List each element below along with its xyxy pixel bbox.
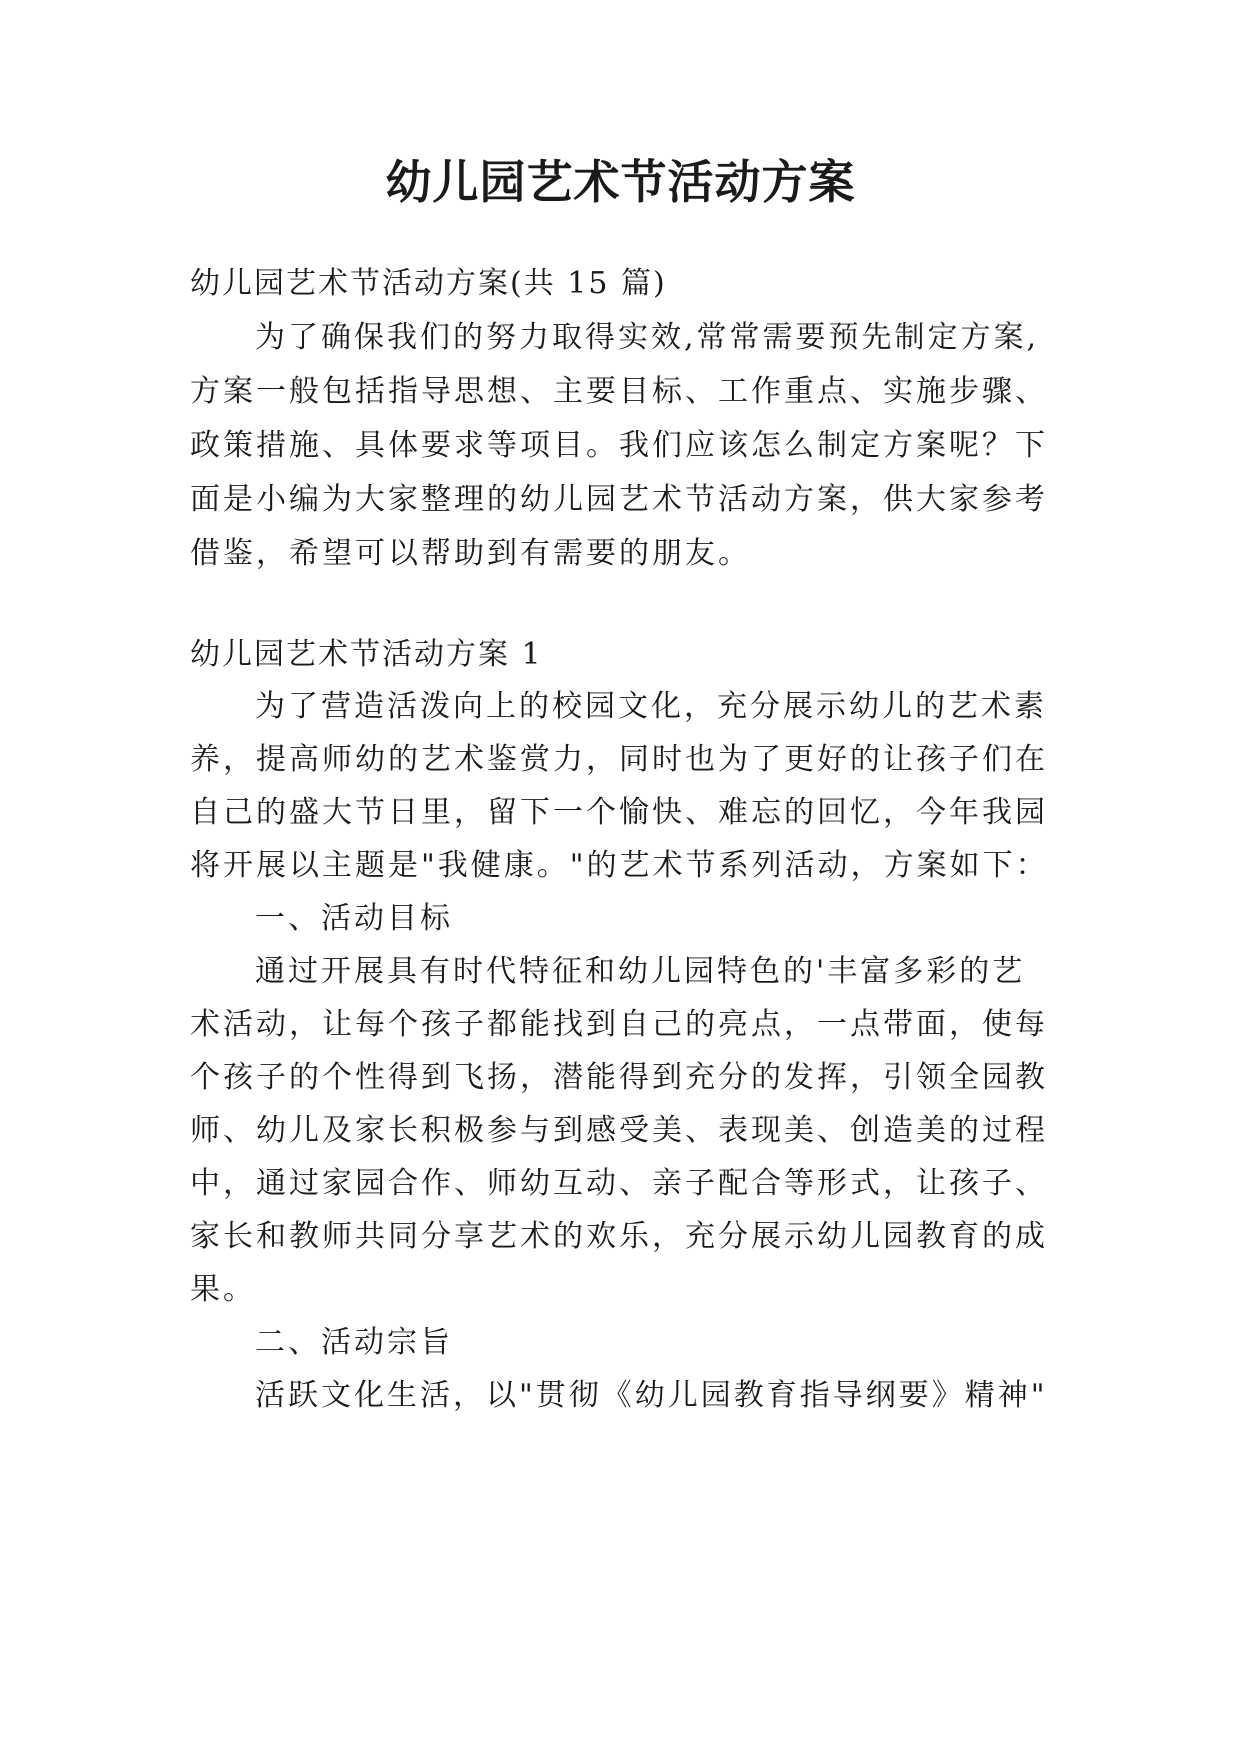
section-line: 为了营造活泼向上的校园文化，充分展示幼儿的艺术素 xyxy=(255,689,1047,724)
goal-line: 果。 xyxy=(190,1272,256,1307)
goal-line: 术活动，让每个孩子都能找到自己的亮点，一点带面，使每 xyxy=(190,1007,1048,1042)
intro-line: 借鉴，希望可以帮助到有需要的朋友。 xyxy=(190,536,751,571)
section-line: 自己的盛大节日里，留下一个愉快、难忘的回忆，今年我园 xyxy=(190,795,1048,830)
goal-heading: 一、活动目标 xyxy=(255,901,453,936)
goal-line: 个孩子的个性得到飞扬，潜能得到充分的发挥，引领全园教 xyxy=(190,1060,1048,1095)
goal-line: 通过开展具有时代特征和幼儿园特色的'丰富多彩的艺 xyxy=(255,954,1026,989)
section-line: 将开展以主题是"我健康。"的艺术节系列活动，方案如下： xyxy=(190,848,1049,883)
goal-line: 家长和教师共同分享艺术的欢乐，充分展示幼儿园教育的成 xyxy=(190,1219,1048,1254)
section-line: 养，提高师幼的艺术鉴赏力，同时也为了更好的让孩子们在 xyxy=(190,742,1048,777)
purpose-line: 活跃文化生活，以"贯彻《幼儿园教育指导纲要》精神" xyxy=(255,1378,1048,1413)
intro-line: 政策措施、具体要求等项目。我们应该怎么制定方案呢？下 xyxy=(190,428,1048,463)
document-subtitle: 幼儿园艺术节活动方案(共 15 篇) xyxy=(190,266,667,301)
section-heading: 幼儿园艺术节活动方案 1 xyxy=(190,637,543,672)
purpose-heading: 二、活动宗旨 xyxy=(255,1325,453,1360)
goal-line: 中，通过家园合作、师幼互动、亲子配合等形式，让孩子、 xyxy=(190,1166,1048,1201)
goal-line: 师、幼儿及家长积极参与到感受美、表现美、创造美的过程 xyxy=(190,1113,1048,1148)
document-title: 幼儿园艺术节活动方案 xyxy=(385,155,856,209)
intro-line: 为了确保我们的努力取得实效,常常需要预先制定方案, xyxy=(255,320,1040,355)
intro-line: 方案一般包括指导思想、主要目标、工作重点、实施步骤、 xyxy=(190,374,1048,409)
intro-line: 面是小编为大家整理的幼儿园艺术节活动方案，供大家参考 xyxy=(190,482,1048,517)
